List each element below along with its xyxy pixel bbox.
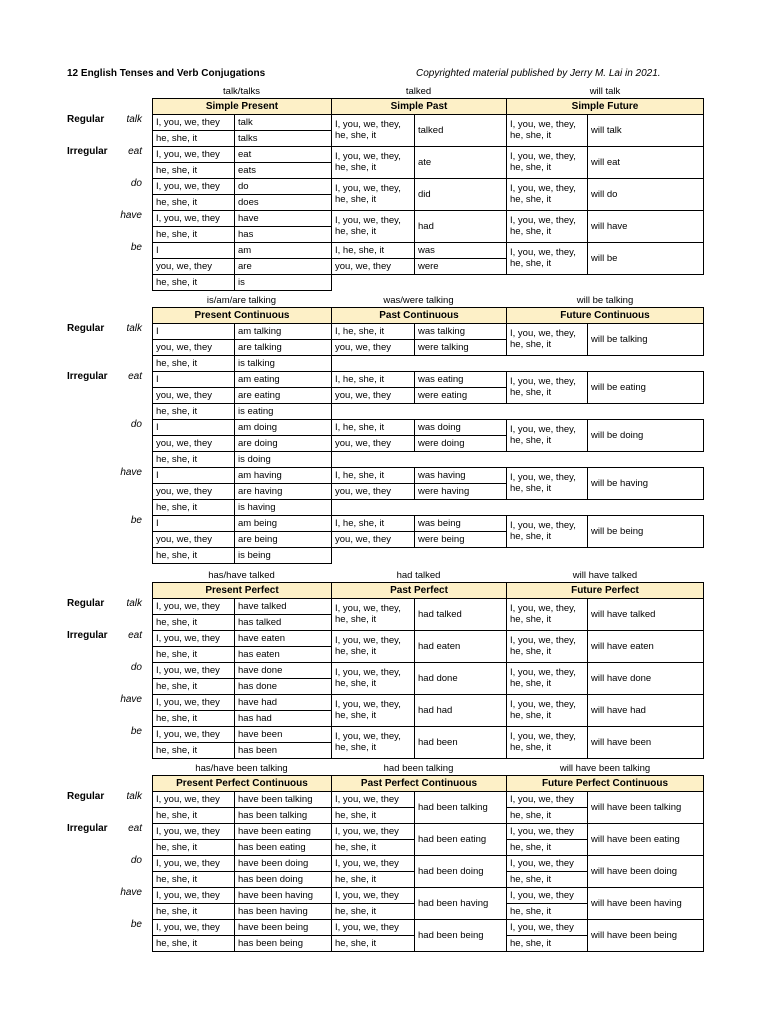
tense-header: Past Perfect: [331, 582, 507, 599]
verb-form-cell: will do: [587, 178, 704, 211]
verb-form-cell: am eating: [234, 371, 332, 388]
subject-cell: I, you, we, they, he, she, it: [506, 419, 588, 452]
verb-form-cell: was doing: [414, 419, 507, 436]
verb-form-cell: was eating: [414, 371, 507, 388]
tense-header: Future Continuous: [506, 307, 704, 324]
tense-forms-row: [0, 761, 768, 775]
verb-form-cell: had been: [414, 726, 507, 759]
subject-cell: he, she, it: [506, 935, 588, 952]
subject-cell: I, you, we, they: [331, 919, 415, 936]
subject-cell: I, you, we, they: [152, 855, 235, 872]
tense-header: Simple Future: [506, 98, 704, 115]
verb-label: do: [130, 662, 142, 673]
subject-cell: he, she, it: [152, 742, 235, 759]
subject-cell: I: [152, 323, 235, 340]
subject-cell: I: [152, 515, 235, 532]
tense-header: Present Perfect Continuous: [152, 775, 332, 792]
verb-label: be: [130, 919, 142, 930]
subject-cell: I, you, we, they, he, she, it: [331, 114, 415, 147]
verb-form-cell: do: [234, 178, 332, 195]
verb-form-cell: will have talked: [587, 598, 704, 631]
verb-form-cell: have eaten: [234, 630, 332, 647]
subject-cell: I, you, we, they, he, she, it: [331, 598, 415, 631]
verb-form-cell: has: [234, 226, 332, 243]
verb-form-cell: have talked: [234, 598, 332, 615]
tense-table: [0, 775, 768, 952]
tense-header: Present Continuous: [152, 307, 332, 324]
subject-cell: he, she, it: [506, 807, 588, 824]
subject-cell: I, you, we, they: [152, 114, 235, 131]
verb-form-cell: is being: [234, 547, 332, 564]
row-category-label: Irregular: [67, 146, 108, 157]
subject-cell: I, you, we, they: [152, 791, 235, 808]
subject-cell: I, you, we, they, he, she, it: [506, 515, 588, 548]
subject-cell: I, you, we, they: [152, 598, 235, 615]
verb-form-cell: have had: [234, 694, 332, 711]
subject-cell: I, you, we, they: [506, 919, 588, 936]
subject-cell: you, we, they: [152, 531, 235, 548]
subject-cell: I, you, we, they, he, she, it: [506, 114, 588, 147]
subject-cell: I, he, she, it: [331, 419, 415, 436]
tense-form-example: talked: [405, 86, 432, 97]
verb-form-cell: will be having: [587, 467, 704, 500]
subject-cell: I, you, we, they, he, she, it: [331, 210, 415, 243]
verb-label: talk: [126, 598, 142, 609]
verb-label: eat: [128, 630, 142, 641]
verb-form-cell: were being: [414, 531, 507, 548]
verb-form-cell: will have been having: [587, 887, 704, 920]
verb-form-cell: are talking: [234, 339, 332, 356]
tense-table: [0, 582, 768, 759]
tense-header: Past Continuous: [331, 307, 507, 324]
verb-form-cell: will be doing: [587, 419, 704, 452]
verb-form-cell: will have been: [587, 726, 704, 759]
verb-form-cell: was: [414, 242, 507, 259]
verb-form-cell: had talked: [414, 598, 507, 631]
verb-form-cell: has done: [234, 678, 332, 695]
verb-form-cell: does: [234, 194, 332, 211]
verb-form-cell: was talking: [414, 323, 507, 340]
verb-form-cell: will have: [587, 210, 704, 243]
verb-label: have: [120, 887, 142, 898]
subject-cell: you, we, they: [152, 387, 235, 404]
subject-cell: I, you, we, they: [152, 919, 235, 936]
subject-cell: he, she, it: [152, 678, 235, 695]
tense-form-example: will be talking: [576, 295, 634, 306]
subject-cell: I, you, we, they: [506, 791, 588, 808]
tense-form-example: was/were talking: [383, 295, 454, 306]
verb-form-cell: talk: [234, 114, 332, 131]
tense-form-example: talk/talks: [223, 86, 260, 97]
verb-form-cell: will have been being: [587, 919, 704, 952]
subject-cell: I, you, we, they: [331, 887, 415, 904]
subject-cell: he, she, it: [506, 903, 588, 920]
row-category-label: Irregular: [67, 823, 108, 834]
tense-header: Past Perfect Continuous: [331, 775, 507, 792]
verb-form-cell: eats: [234, 162, 332, 179]
subject-cell: I, you, we, they, he, she, it: [331, 178, 415, 211]
verb-form-cell: did: [414, 178, 507, 211]
subject-cell: he, she, it: [152, 871, 235, 888]
subject-cell: I, you, we, they, he, she, it: [506, 630, 588, 663]
subject-cell: he, she, it: [152, 646, 235, 663]
tense-form-example: will have been talking: [559, 763, 651, 774]
subject-cell: I, you, we, they, he, she, it: [506, 467, 588, 500]
subject-cell: he, she, it: [506, 839, 588, 856]
verb-form-cell: talks: [234, 130, 332, 147]
subject-cell: I, you, we, they: [331, 823, 415, 840]
verb-form-cell: will be: [587, 242, 704, 275]
verb-label: do: [130, 419, 142, 430]
verb-label: do: [130, 178, 142, 189]
verb-label: eat: [128, 146, 142, 157]
subject-cell: I, you, we, they, he, she, it: [506, 371, 588, 404]
verb-form-cell: has talked: [234, 614, 332, 631]
verb-form-cell: will be talking: [587, 323, 704, 356]
subject-cell: I, you, we, they: [152, 887, 235, 904]
verb-form-cell: are doing: [234, 435, 332, 452]
subject-cell: I, you, we, they, he, she, it: [331, 726, 415, 759]
verb-form-cell: am: [234, 242, 332, 259]
verb-form-cell: is having: [234, 499, 332, 516]
verb-form-cell: had been eating: [414, 823, 507, 856]
verb-label: talk: [126, 323, 142, 334]
verb-form-cell: will have been talking: [587, 791, 704, 824]
tense-table: [0, 307, 768, 564]
subject-cell: you, we, they: [331, 483, 415, 500]
verb-form-cell: will have been eating: [587, 823, 704, 856]
subject-cell: he, she, it: [152, 839, 235, 856]
subject-cell: he, she, it: [152, 274, 235, 291]
verb-form-cell: will have been doing: [587, 855, 704, 888]
subject-cell: he, she, it: [331, 903, 415, 920]
subject-cell: I, you, we, they, he, she, it: [506, 694, 588, 727]
tense-form-example: is/am/are talking: [206, 295, 277, 306]
row-category-label: Regular: [67, 791, 105, 802]
row-category-label: Regular: [67, 598, 105, 609]
subject-cell: he, she, it: [331, 871, 415, 888]
simple-tenses-table: [0, 84, 768, 291]
subject-cell: he, she, it: [152, 903, 235, 920]
tense-header: Simple Present: [152, 98, 332, 115]
subject-cell: he, she, it: [152, 710, 235, 727]
tense-form-example: has/have been talking: [195, 763, 288, 774]
verb-form-cell: is: [234, 274, 332, 291]
verb-label: eat: [128, 371, 142, 382]
verb-form-cell: has had: [234, 710, 332, 727]
subject-cell: you, we, they: [331, 435, 415, 452]
tense-form-example: had been talking: [383, 763, 454, 774]
verb-form-cell: am having: [234, 467, 332, 484]
perfect-tenses-table: [0, 568, 768, 759]
verb-form-cell: will talk: [587, 114, 704, 147]
row-category-label: Regular: [67, 114, 105, 125]
verb-form-cell: am talking: [234, 323, 332, 340]
subject-cell: I, you, we, they: [506, 823, 588, 840]
subject-cell: I, you, we, they: [152, 210, 235, 227]
subject-cell: he, she, it: [152, 547, 235, 564]
verb-form-cell: will be eating: [587, 371, 704, 404]
subject-cell: I, he, she, it: [331, 371, 415, 388]
subject-cell: I, he, she, it: [331, 242, 415, 259]
subject-cell: I, you, we, they, he, she, it: [331, 630, 415, 663]
subject-cell: I: [152, 371, 235, 388]
verb-form-cell: eat: [234, 146, 332, 163]
verb-form-cell: had done: [414, 662, 507, 695]
verb-form-cell: will have done: [587, 662, 704, 695]
tense-forms-row: [0, 84, 768, 98]
tense-forms-row: [0, 293, 768, 307]
subject-cell: you, we, they: [331, 387, 415, 404]
verb-label: be: [130, 726, 142, 737]
verb-label: be: [130, 242, 142, 253]
subject-cell: I, you, we, they: [152, 726, 235, 743]
subject-cell: he, she, it: [152, 226, 235, 243]
subject-cell: I, you, we, they: [152, 694, 235, 711]
subject-cell: I, you, we, they, he, she, it: [506, 210, 588, 243]
verb-form-cell: has been talking: [234, 807, 332, 824]
subject-cell: I, you, we, they, he, she, it: [506, 598, 588, 631]
subject-cell: you, we, they: [331, 531, 415, 548]
copyright-note: Copyrighted material published by Jerry M. Lai in 2021.: [416, 68, 661, 79]
verb-form-cell: is talking: [234, 355, 332, 372]
subject-cell: I, you, we, they: [152, 823, 235, 840]
verb-label: talk: [126, 114, 142, 125]
subject-cell: I, he, she, it: [331, 515, 415, 532]
subject-cell: I, you, we, they: [152, 146, 235, 163]
subject-cell: I, you, we, they, he, she, it: [331, 694, 415, 727]
verb-form-cell: is eating: [234, 403, 332, 420]
subject-cell: I, he, she, it: [331, 323, 415, 340]
verb-form-cell: has been eating: [234, 839, 332, 856]
tense-form-example: had talked: [396, 570, 441, 581]
verb-form-cell: had eaten: [414, 630, 507, 663]
verb-form-cell: will eat: [587, 146, 704, 179]
verb-label: eat: [128, 823, 142, 834]
tense-table: [0, 98, 768, 291]
subject-cell: you, we, they: [152, 435, 235, 452]
verb-label: be: [130, 515, 142, 526]
subject-cell: he, she, it: [506, 871, 588, 888]
verb-form-cell: have done: [234, 662, 332, 679]
subject-cell: I, you, we, they: [506, 887, 588, 904]
subject-cell: he, she, it: [152, 451, 235, 468]
subject-cell: he, she, it: [331, 839, 415, 856]
subject-cell: I, you, we, they: [331, 855, 415, 872]
verb-form-cell: talked: [414, 114, 507, 147]
subject-cell: you, we, they: [152, 258, 235, 275]
subject-cell: you, we, they: [152, 339, 235, 356]
subject-cell: he, she, it: [331, 935, 415, 952]
subject-cell: he, she, it: [152, 935, 235, 952]
verb-form-cell: have been being: [234, 919, 332, 936]
verb-form-cell: were talking: [414, 339, 507, 356]
verb-form-cell: has been: [234, 742, 332, 759]
verb-form-cell: was being: [414, 515, 507, 532]
verb-form-cell: had been having: [414, 887, 507, 920]
verb-form-cell: were doing: [414, 435, 507, 452]
verb-label: do: [130, 855, 142, 866]
verb-label: have: [120, 694, 142, 705]
subject-cell: he, she, it: [152, 194, 235, 211]
subject-cell: I, you, we, they, he, she, it: [506, 662, 588, 695]
verb-form-cell: am being: [234, 515, 332, 532]
verb-form-cell: has been doing: [234, 871, 332, 888]
subject-cell: he, she, it: [331, 807, 415, 824]
verb-form-cell: had: [414, 210, 507, 243]
row-category-label: Regular: [67, 323, 105, 334]
subject-cell: I, you, we, they, he, she, it: [331, 146, 415, 179]
subject-cell: I, you, we, they, he, she, it: [506, 146, 588, 179]
verb-form-cell: have been talking: [234, 791, 332, 808]
subject-cell: you, we, they: [152, 483, 235, 500]
tense-forms-row: [0, 568, 768, 582]
verb-form-cell: has been having: [234, 903, 332, 920]
verb-form-cell: was having: [414, 467, 507, 484]
subject-cell: he, she, it: [152, 162, 235, 179]
row-category-label: Irregular: [67, 630, 108, 641]
subject-cell: I, he, she, it: [331, 467, 415, 484]
tense-header: Future Perfect: [506, 582, 704, 599]
subject-cell: I, you, we, they: [506, 855, 588, 872]
verb-label: talk: [126, 791, 142, 802]
verb-label: have: [120, 210, 142, 221]
verb-form-cell: have been eating: [234, 823, 332, 840]
subject-cell: he, she, it: [152, 355, 235, 372]
tense-form-example: will have talked: [572, 570, 638, 581]
verb-form-cell: had had: [414, 694, 507, 727]
page-title: 12 English Tenses and Verb Conjugations: [67, 68, 266, 79]
verb-form-cell: had been being: [414, 919, 507, 952]
subject-cell: I: [152, 242, 235, 259]
verb-form-cell: were having: [414, 483, 507, 500]
verb-form-cell: were: [414, 258, 507, 275]
verb-form-cell: had been doing: [414, 855, 507, 888]
verb-form-cell: are having: [234, 483, 332, 500]
tense-form-example: will talk: [589, 86, 621, 97]
verb-form-cell: have: [234, 210, 332, 227]
subject-cell: he, she, it: [152, 130, 235, 147]
verb-form-cell: will be being: [587, 515, 704, 548]
subject-cell: I, you, we, they, he, she, it: [331, 662, 415, 695]
verb-form-cell: have been doing: [234, 855, 332, 872]
subject-cell: he, she, it: [152, 614, 235, 631]
subject-cell: I, you, we, they, he, she, it: [506, 323, 588, 356]
verb-form-cell: are being: [234, 531, 332, 548]
verb-form-cell: have been: [234, 726, 332, 743]
verb-form-cell: had been talking: [414, 791, 507, 824]
continuous-tenses-table: [0, 293, 768, 564]
tense-header: Simple Past: [331, 98, 507, 115]
verb-form-cell: will have eaten: [587, 630, 704, 663]
tense-header: Future Perfect Continuous: [506, 775, 704, 792]
tense-form-example: has/have talked: [208, 570, 275, 581]
verb-form-cell: have been having: [234, 887, 332, 904]
subject-cell: I, you, we, they: [331, 791, 415, 808]
subject-cell: you, we, they: [331, 258, 415, 275]
verb-form-cell: ate: [414, 146, 507, 179]
verb-form-cell: has eaten: [234, 646, 332, 663]
subject-cell: I, you, we, they, he, she, it: [506, 178, 588, 211]
verb-form-cell: are: [234, 258, 332, 275]
verb-form-cell: were eating: [414, 387, 507, 404]
verb-form-cell: has been being: [234, 935, 332, 952]
subject-cell: I, you, we, they, he, she, it: [506, 726, 588, 759]
verb-form-cell: are eating: [234, 387, 332, 404]
verb-form-cell: is doing: [234, 451, 332, 468]
subject-cell: I, you, we, they: [152, 662, 235, 679]
subject-cell: I: [152, 467, 235, 484]
verb-form-cell: will have had: [587, 694, 704, 727]
subject-cell: he, she, it: [152, 499, 235, 516]
subject-cell: you, we, they: [331, 339, 415, 356]
verb-form-cell: am doing: [234, 419, 332, 436]
perfect-continuous-tenses-table: [0, 761, 768, 952]
subject-cell: he, she, it: [152, 403, 235, 420]
subject-cell: I, you, we, they: [152, 178, 235, 195]
subject-cell: I, you, we, they, he, she, it: [506, 242, 588, 275]
row-category-label: Irregular: [67, 371, 108, 382]
tense-header: Present Perfect: [152, 582, 332, 599]
subject-cell: I, you, we, they: [152, 630, 235, 647]
verb-label: have: [120, 467, 142, 478]
subject-cell: he, she, it: [152, 807, 235, 824]
subject-cell: I: [152, 419, 235, 436]
